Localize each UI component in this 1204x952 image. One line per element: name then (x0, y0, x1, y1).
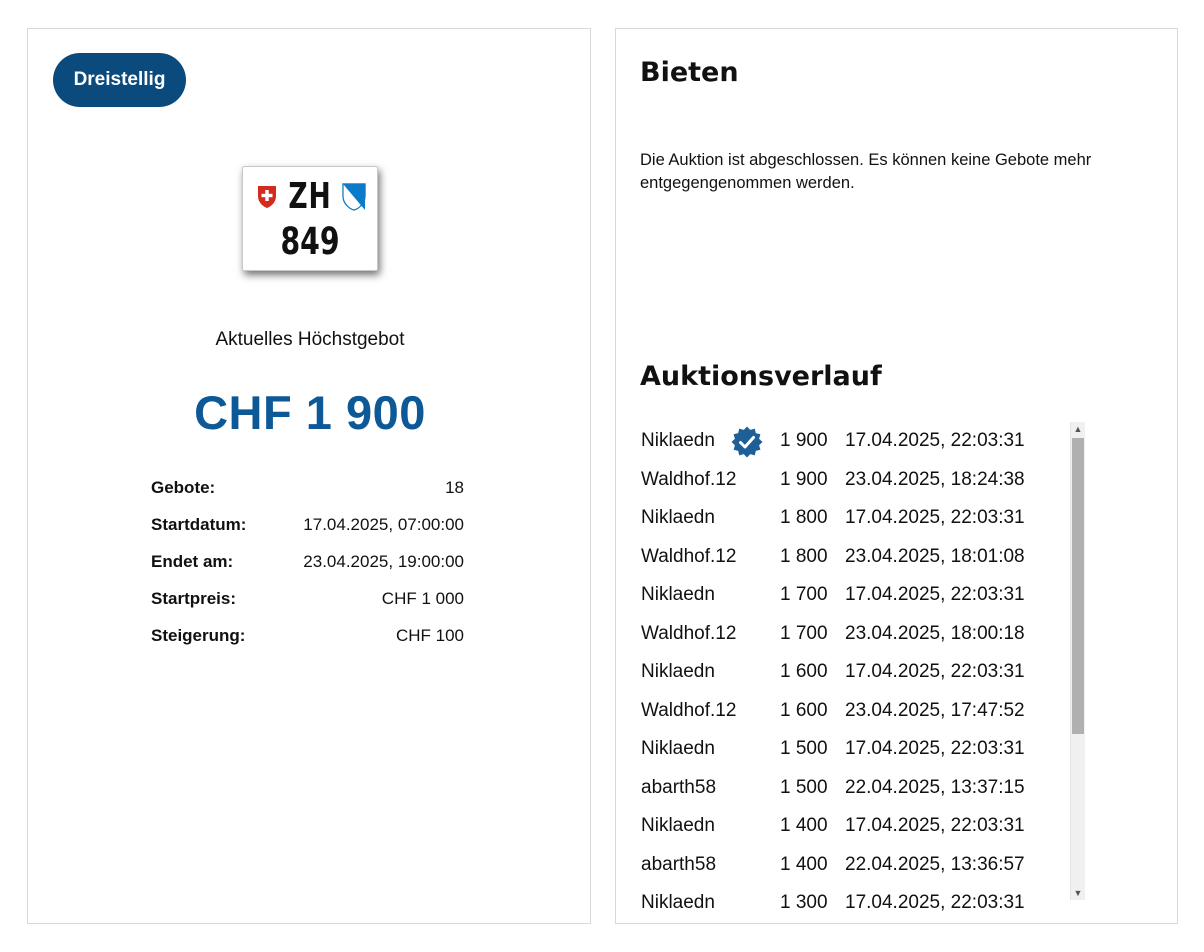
detail-row-start-price (151, 585, 464, 622)
history-row (640, 846, 1070, 885)
bidder-name: Niklaedn (641, 584, 715, 605)
scroll-up-arrow-icon[interactable]: ▲ (1073, 424, 1083, 434)
current-bid-label: Aktuelles Höchstgebot (215, 329, 405, 350)
bid-timestamp: 17.04.2025, 22:03:31 (845, 661, 1025, 682)
bid-amount: 1 700 (780, 584, 828, 605)
history-title: Auktionsverlauf (640, 361, 882, 392)
bid-timestamp: 17.04.2025, 22:03:31 (845, 815, 1025, 836)
detail-row-end-date (151, 548, 464, 585)
bidder-name: Niklaedn (641, 507, 715, 528)
bidder-name: Waldhof.12 (641, 699, 737, 721)
detail-value: 18 (445, 478, 464, 497)
bid-amount: 1 600 (780, 699, 828, 721)
detail-row-increment (151, 622, 464, 659)
bidder-name: Niklaedn (641, 815, 715, 836)
bid-amount: 1 600 (780, 661, 828, 682)
bid-amount: 1 800 (780, 545, 828, 567)
bid-timestamp: 22.04.2025, 13:37:15 (845, 776, 1025, 798)
bid-amount: 1 300 (780, 892, 828, 913)
listing-panel (27, 28, 591, 924)
auction-details (151, 474, 464, 659)
bid-timestamp: 23.04.2025, 18:24:38 (845, 468, 1025, 490)
history-row (640, 769, 1070, 808)
current-bid-amount: CHF 1 900 (194, 386, 426, 439)
history-row (640, 692, 1070, 731)
history-row (640, 461, 1070, 500)
plate-canton: ZH (288, 176, 332, 217)
bid-timestamp: 23.04.2025, 18:01:08 (845, 545, 1025, 567)
bid-amount: 1 400 (780, 853, 828, 875)
history-row (640, 499, 1070, 538)
bid-timestamp: 23.04.2025, 17:47:52 (845, 699, 1025, 721)
bid-timestamp: 22.04.2025, 13:36:57 (845, 853, 1025, 875)
bid-history-scrollbar[interactable] (1070, 422, 1085, 900)
history-row (640, 576, 1070, 615)
detail-value: 23.04.2025, 19:00:00 (303, 552, 464, 571)
history-row (640, 653, 1070, 692)
bidder-name: abarth58 (641, 776, 717, 798)
bidder-name: Niklaedn (641, 738, 715, 759)
bid-amount: 1 500 (780, 738, 828, 759)
bid-amount: 1 400 (780, 815, 828, 836)
bidder-name: Waldhof.12 (641, 468, 737, 490)
detail-row-start-date (151, 511, 464, 548)
bidder-name: Niklaedn (641, 892, 715, 913)
plate-number: 849 (280, 220, 340, 263)
detail-key: Gebote: (151, 478, 216, 497)
bid-timestamp: 17.04.2025, 22:03:31 (845, 430, 1025, 451)
bid-amount: 1 500 (780, 776, 828, 798)
scroll-thumb[interactable] (1072, 438, 1084, 734)
bid-timestamp: 17.04.2025, 22:03:31 (845, 507, 1025, 528)
history-row (640, 422, 1070, 461)
history-row (640, 807, 1070, 846)
bid-history-list[interactable] (640, 422, 1070, 913)
license-plate-image (242, 166, 378, 271)
bidder-name: Niklaedn (641, 430, 715, 451)
bid-timestamp: 17.04.2025, 22:03:31 (845, 738, 1025, 759)
detail-key: Steigerung: (151, 626, 246, 645)
detail-row-bids (151, 474, 464, 511)
bid-timestamp: 23.04.2025, 18:00:18 (845, 622, 1025, 644)
bidding-panel (615, 28, 1178, 924)
detail-key: Endet am: (151, 552, 234, 571)
bid-amount: 1 800 (780, 507, 828, 528)
bid-amount: 1 900 (780, 430, 828, 451)
detail-value: CHF 100 (395, 626, 464, 645)
history-row (640, 884, 1070, 923)
bidder-name: Waldhof.12 (641, 622, 737, 644)
bidding-title: Bieten (640, 57, 739, 88)
history-row (640, 538, 1070, 577)
bid-amount: 1 900 (780, 468, 828, 490)
detail-key: Startdatum: (151, 515, 247, 534)
bid-history (640, 422, 1085, 913)
bid-amount: 1 700 (780, 622, 828, 644)
category-badge[interactable]: Dreistellig (53, 53, 186, 107)
detail-value: CHF 1 000 (381, 589, 464, 608)
zurich-shield-icon (342, 183, 366, 211)
history-row (640, 615, 1070, 654)
bidder-name: abarth58 (641, 853, 717, 875)
bid-timestamp: 17.04.2025, 22:03:31 (845, 892, 1025, 913)
detail-value: 17.04.2025, 07:00:00 (303, 515, 464, 534)
auction-closed-message: Die Auktion ist abgeschlossen. Es können keine Gebote mehr entgegengenommen werden. (640, 151, 1092, 192)
bidder-name: Niklaedn (641, 661, 715, 682)
scroll-down-arrow-icon[interactable]: ▼ (1073, 888, 1083, 898)
detail-key: Startpreis: (151, 589, 237, 608)
bidder-name: Waldhof.12 (641, 545, 737, 567)
verified-badge-icon (731, 426, 763, 458)
history-row (640, 730, 1070, 769)
bid-timestamp: 17.04.2025, 22:03:31 (845, 584, 1025, 605)
